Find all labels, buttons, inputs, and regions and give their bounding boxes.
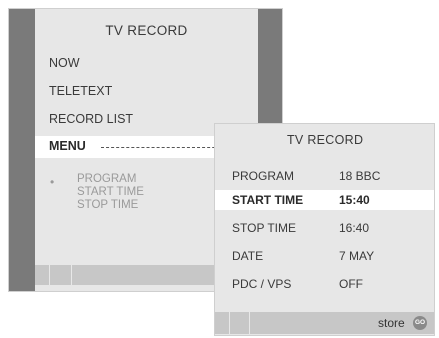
row-value: 7 MAY	[339, 249, 375, 263]
tv-record-panel	[214, 123, 435, 336]
record-row-start-time[interactable]	[215, 190, 434, 210]
row-label: PDC / VPS	[232, 277, 292, 291]
row-value: 15:40	[339, 193, 370, 207]
tv-record-bottom-bar	[215, 312, 434, 334]
record-row-pdc-vps[interactable]	[215, 274, 434, 294]
row-label: PROGRAM	[232, 169, 295, 183]
sub-item-start-time: START TIME	[77, 186, 144, 198]
row-label: START TIME	[232, 193, 304, 207]
menu-item-menu[interactable]: MENU	[49, 139, 86, 153]
panel-side-bar-left	[9, 9, 35, 291]
bar-segment	[249, 312, 250, 334]
bar-segment	[71, 265, 72, 285]
record-row-date[interactable]	[215, 246, 434, 266]
bullet-icon: •	[50, 175, 55, 189]
row-value: 18 BBC	[339, 169, 381, 183]
menu-item-teletext[interactable]: TELETEXT	[49, 84, 113, 98]
sub-item-program: PROGRAM	[77, 173, 137, 185]
menu-item-record-list[interactable]: RECORD LIST	[49, 112, 134, 126]
row-label: STOP TIME	[232, 221, 297, 235]
main-menu-title: TV RECORD	[105, 23, 188, 38]
sub-item-stop-time: STOP TIME	[77, 199, 139, 211]
row-value: 16:40	[339, 221, 370, 235]
bar-segment	[49, 265, 50, 285]
row-value: OFF	[339, 277, 363, 291]
record-row-program[interactable]	[215, 166, 434, 186]
go-icon[interactable]: GO	[413, 316, 427, 330]
row-label: DATE	[232, 249, 264, 263]
tv-record-title: TV RECORD	[287, 133, 364, 147]
menu-item-now[interactable]: NOW	[49, 56, 80, 70]
record-row-stop-time[interactable]	[215, 218, 434, 238]
bar-segment	[229, 312, 230, 334]
store-label: store	[378, 316, 405, 330]
